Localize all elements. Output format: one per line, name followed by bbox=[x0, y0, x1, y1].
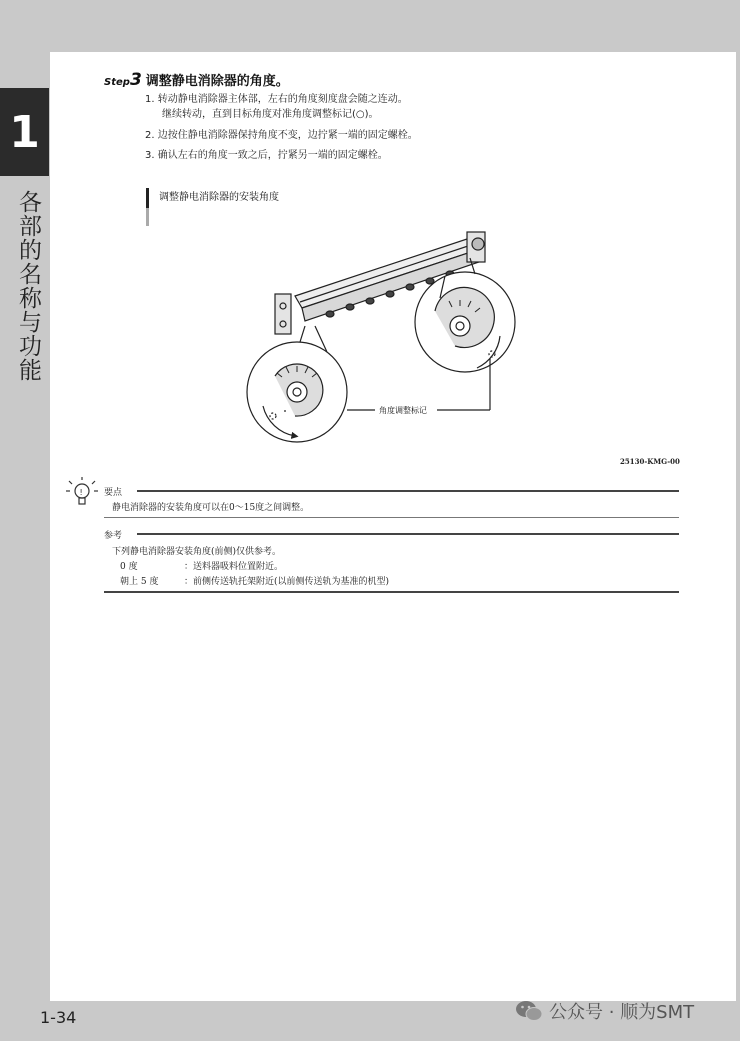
tip-top-rule bbox=[137, 490, 679, 492]
figure-code: 25130-KMG-00 bbox=[620, 457, 680, 466]
step-number: 3 bbox=[129, 70, 142, 90]
instruction-1: 1. 转动静电消除器主体部，左右的角度刻度盘会随之连动。 bbox=[145, 94, 408, 105]
reference-bottom-rule bbox=[104, 591, 679, 593]
static-eliminator-illustration bbox=[245, 226, 525, 444]
heading-accent bbox=[146, 208, 149, 226]
tip-text: 静电消除器的安装角度可以在0～15度之间调整。 bbox=[112, 503, 310, 513]
instruction-2: 2. 边按住静电消除器保持角度不变，边拧紧一端的固定螺栓。 bbox=[145, 130, 418, 141]
page-number: 1-34 bbox=[40, 1008, 77, 1027]
figure-heading-text: 调整静电消除器的安装角度 bbox=[159, 192, 279, 203]
instruction-3: 3. 确认左右的角度一致之后，拧紧另一端的固定螺栓。 bbox=[145, 150, 388, 161]
watermark-text: 公众号 · 顺为SMT bbox=[549, 1002, 695, 1023]
reference-intro: 下列静电消除器安装角度(前侧)仅供参考。 bbox=[112, 547, 282, 557]
reference-top-rule bbox=[137, 533, 679, 535]
callout-label: 角度调整标记 bbox=[379, 406, 427, 415]
reference-desc-2: ：前侧传送轨托架附近(以前侧传送轨为基准的机型) bbox=[184, 577, 390, 587]
chapter-title: 各部的名称与功能 bbox=[15, 190, 41, 382]
lightbulb-icon bbox=[66, 477, 98, 509]
reference-label: 参考 bbox=[104, 531, 123, 541]
tip-bottom-rule bbox=[104, 517, 679, 518]
step-title: 调整静电消除器的角度。 bbox=[145, 74, 289, 89]
step-heading bbox=[104, 70, 289, 90]
reference-desc-1: ：送料器吸料位置附近。 bbox=[184, 562, 284, 572]
tip-label: 要点 bbox=[104, 488, 123, 498]
wechat-icon bbox=[515, 1000, 543, 1022]
reference-angle-2: 朝上 5 度 bbox=[120, 577, 159, 587]
watermark bbox=[515, 998, 694, 1024]
instruction-1-cont: 继续转动，直到目标角度对准角度调整标记(○)。 bbox=[162, 109, 379, 120]
chapter-number: 1 bbox=[0, 88, 49, 176]
reference-angle-1: 0 度 bbox=[120, 562, 138, 572]
step-badge: Step bbox=[104, 77, 130, 88]
figure-heading bbox=[146, 188, 279, 226]
svg-text:!: ! bbox=[79, 488, 83, 497]
